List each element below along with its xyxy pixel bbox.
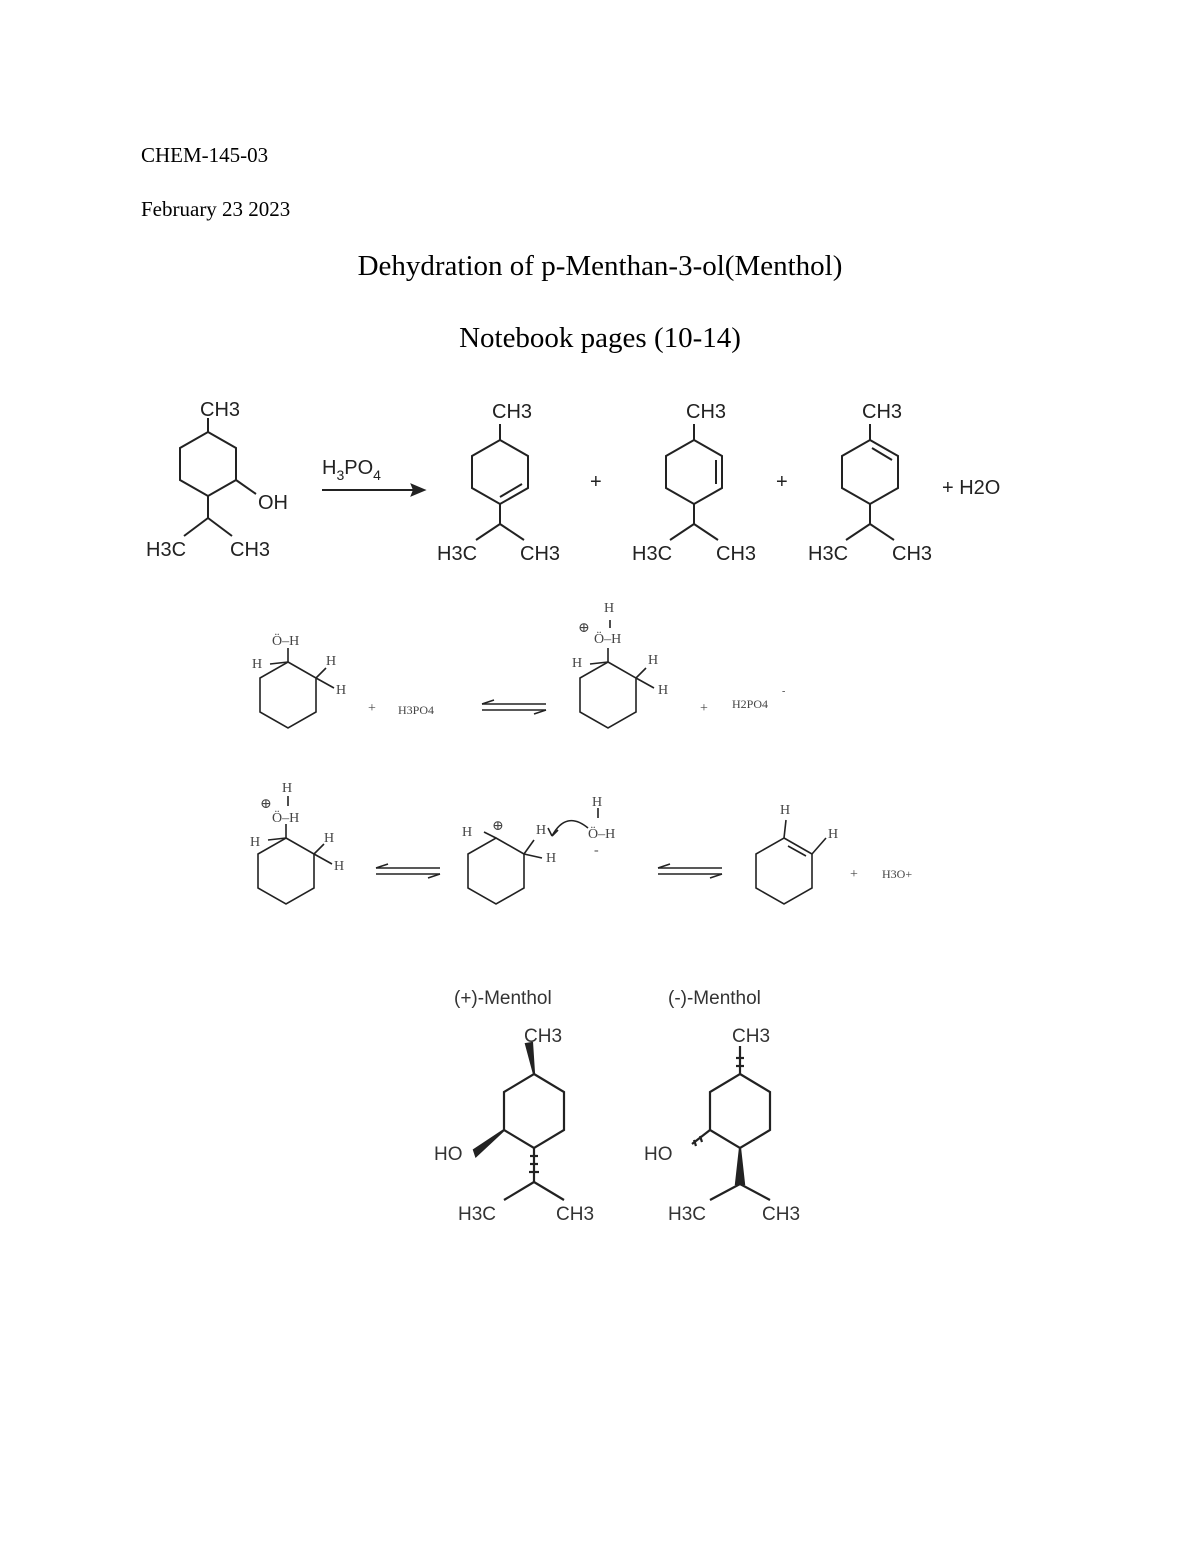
plus-sign: + — [368, 701, 376, 716]
menthol-structure — [180, 418, 256, 536]
methyl-label: CH3 — [200, 399, 241, 421]
product-3-methyl: CH3 — [862, 401, 903, 423]
minus-hydroxyl-label: HO — [644, 1144, 673, 1165]
h-label: H — [780, 803, 791, 818]
minus-menthol-label: (-)-Menthol — [668, 988, 761, 1009]
h-label: H — [324, 831, 335, 846]
minus-charge: - — [594, 843, 599, 858]
plus-menthol-label: (+)-Menthol — [454, 988, 552, 1009]
plus-methyl-label: CH3 — [524, 1026, 563, 1047]
reagent-label: H3PO4 — [398, 703, 435, 717]
h-label: H — [828, 827, 839, 842]
carbocation-structure — [468, 808, 598, 904]
h-label: H — [336, 683, 347, 698]
plus-left-methyl: H3C — [458, 1204, 497, 1225]
plus-charge: ⊕ — [492, 819, 504, 834]
page-subtitle: Notebook pages (10-14) — [459, 322, 741, 354]
oxygen-h-label: Ö–H — [594, 632, 622, 647]
h-label: H — [658, 683, 669, 698]
hydronium-label: H3O+ — [882, 867, 913, 881]
plus-sign: + — [850, 867, 858, 882]
h-label: H — [462, 825, 473, 840]
plus-sign-2: + — [776, 471, 788, 493]
product-1-structure — [472, 424, 528, 540]
plus-hydroxyl-label: HO — [434, 1144, 463, 1165]
oxygen-h-label: Ö–H — [272, 634, 300, 649]
isopropyl-left-label: H3C — [146, 539, 187, 561]
product-3-left: H3C — [808, 543, 849, 565]
product-1-left: H3C — [437, 543, 478, 565]
h-label: H — [252, 657, 263, 672]
product-2-structure — [666, 424, 722, 540]
water-label: + H2O — [942, 477, 1001, 499]
product-3-right: CH3 — [892, 543, 933, 565]
product-2-methyl: CH3 — [686, 401, 727, 423]
equilibrium-arrow-3 — [658, 864, 722, 878]
plus-menthol-structure — [474, 1043, 564, 1200]
minus-right-methyl: CH3 — [762, 1204, 801, 1225]
oxygen-h-label: Ö–H — [588, 827, 616, 842]
minus-menthol-structure — [692, 1046, 770, 1200]
minus-left-methyl: H3C — [668, 1204, 707, 1225]
isopropyl-right-label: CH3 — [230, 539, 271, 561]
conjugate-base-label: H2PO4 — [732, 697, 769, 711]
product-2-right: CH3 — [716, 543, 757, 565]
h-label: H — [536, 823, 547, 838]
h-label: H — [648, 653, 659, 668]
plus-right-methyl: CH3 — [556, 1204, 595, 1225]
h-label: H — [604, 601, 615, 616]
plus-charge: ⊕ — [260, 797, 272, 812]
h-label: H — [326, 654, 337, 669]
equilibrium-arrow-2 — [376, 864, 440, 878]
minus-charge: - — [782, 686, 786, 697]
plus-sign: + — [700, 701, 708, 716]
cyclohexene-structure — [756, 820, 826, 904]
hydroxyl-label: OH — [258, 492, 288, 514]
course-code: CHEM-145-03 — [141, 143, 269, 167]
page-title: Dehydration of p-Menthan-3-ol(Menthol) — [357, 250, 843, 282]
h-label: H — [592, 795, 603, 810]
cyclohexanol-structure — [260, 648, 337, 728]
reaction-arrow — [322, 485, 424, 495]
plus-charge: ⊕ — [578, 621, 590, 636]
h-label: H — [572, 656, 583, 671]
report-date: February 23 2023 — [141, 197, 291, 221]
h-label: H — [250, 835, 261, 850]
product-1-methyl: CH3 — [492, 401, 533, 423]
reagent-label: $H_3PO_4$ — [322, 457, 381, 483]
h-label: H — [282, 781, 293, 796]
product-2-left: H3C — [632, 543, 673, 565]
h-label: H — [334, 859, 345, 874]
product-1-right: CH3 — [520, 543, 561, 565]
product-3-structure — [842, 424, 898, 540]
oxygen-h-label: Ö–H — [272, 811, 300, 826]
minus-methyl-label: CH3 — [732, 1026, 771, 1047]
equilibrium-arrow-1 — [482, 700, 546, 714]
h-label: H — [546, 851, 557, 866]
plus-sign-1: + — [590, 471, 602, 493]
